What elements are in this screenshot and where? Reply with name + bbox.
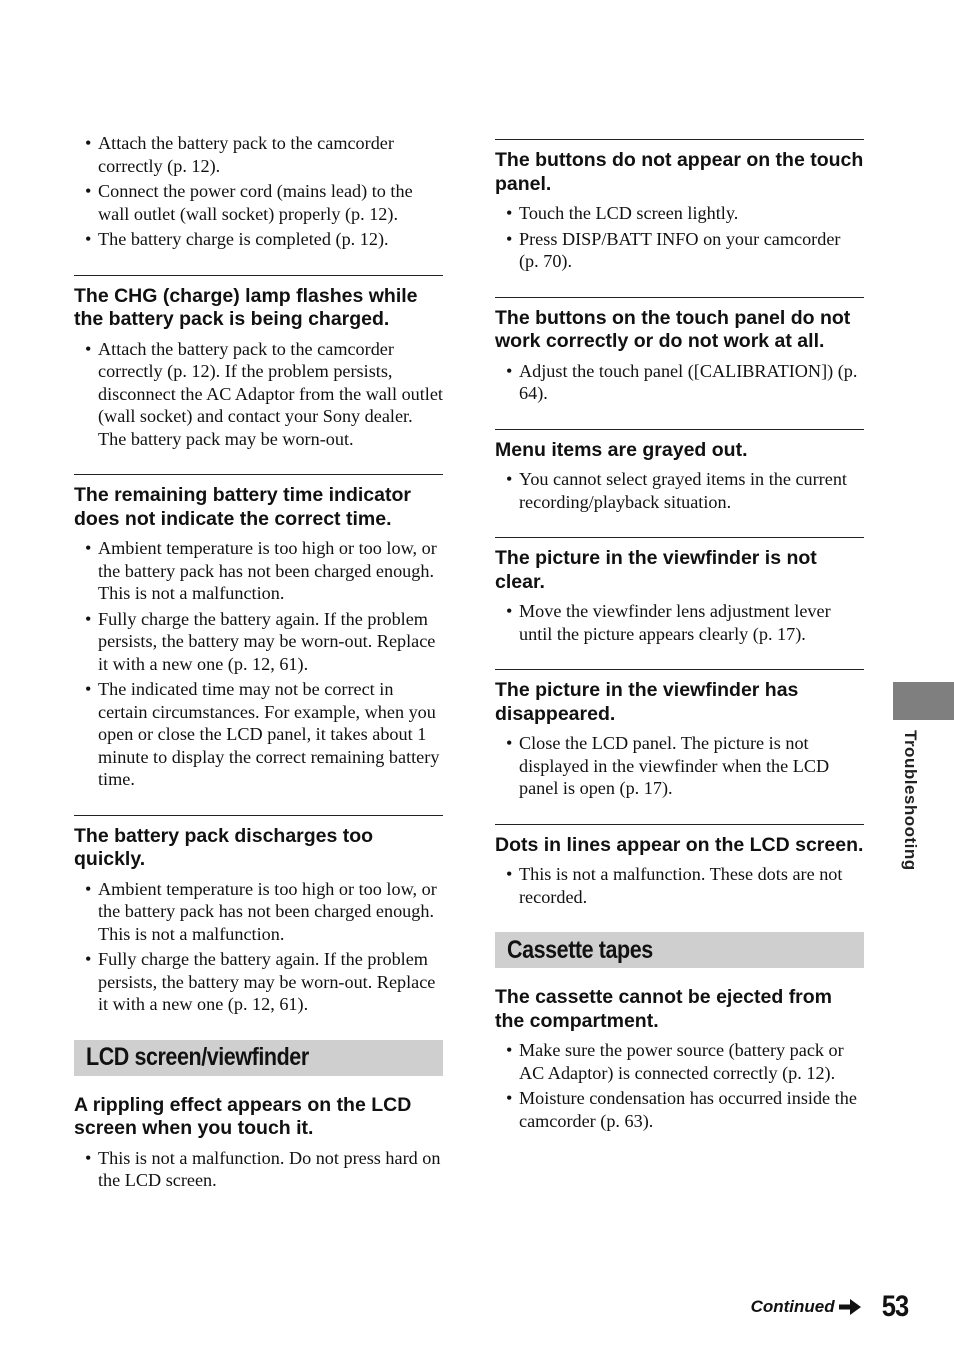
section-heading: The cassette cannot be ejected from the compartment. — [495, 986, 833, 1032]
category-title: Cassette tapes — [507, 935, 653, 964]
list-item: • Attach the battery pack to the camcorder correctly (p. 12). If the problem persists, disconnect the AC Adaptor from the wall outlet (wall socket) and contact your Sony dealer. The battery pack may be worn-out. — [74, 338, 443, 451]
list-item: • Adjust the touch panel ([CALIBRATION]) (p. 64). — [495, 360, 864, 405]
section-heading: Menu items are grayed out. — [495, 438, 748, 461]
list-item: • Fully charge the battery again. If the problem persists, the battery may be worn-out. Replace it with a new one (p. 12, 61). — [74, 608, 443, 676]
bullet-list — [74, 878, 443, 1016]
bullet-list — [495, 360, 864, 405]
bullet-list — [495, 863, 864, 908]
side-tab-label: Troubleshooting — [901, 730, 920, 871]
section-menu-grayed — [495, 429, 864, 514]
section-heading: The buttons on the touch panel do not work correctly or do not work at all. — [495, 306, 851, 352]
section-heading: The remaining battery time indicator does not indicate the correct time. — [74, 484, 411, 530]
bullet-list — [74, 537, 443, 791]
section-heading: The buttons do not appear on the touch panel. — [495, 149, 864, 195]
category-bar-cassette — [495, 932, 864, 968]
list-item: • Press DISP/BATT INFO on your camcorder (p. 70). — [495, 228, 864, 273]
list-item: • The indicated time may not be correct in certain circumstances. For example, when you open or close the LCD panel, it takes about 1 minute to display the correct remaining battery time. — [74, 678, 443, 791]
list-item: • Ambient temperature is too high or too low, or the battery pack has not been charged enough. This is not a malfunction. — [74, 537, 443, 605]
section-dots-in-lines — [495, 824, 864, 909]
section-battery-indicator — [74, 474, 443, 791]
bullet-list — [495, 468, 864, 513]
right-column — [495, 139, 864, 1156]
list-item: • Make sure the power source (battery pack or AC Adaptor) is connected correctly (p. 12). — [495, 1039, 864, 1084]
page-number: 53 — [881, 1290, 908, 1323]
list-item: • Moisture condensation has occurred inside the camcorder (p. 63). — [495, 1087, 864, 1132]
list-item: • The battery charge is completed (p. 12). — [74, 228, 443, 251]
section-viewfinder-not-clear — [495, 537, 864, 645]
bullet-list — [74, 132, 443, 251]
section-heading: The CHG (charge) lamp flashes while the battery pack is being charged. — [74, 284, 418, 330]
section-chg-lamp — [74, 275, 443, 451]
list-item: • Ambient temperature is too high or too low, or the battery pack has not been charged enough. This is not a malfunction. — [74, 878, 443, 946]
section-cassette-eject — [495, 986, 864, 1132]
section-buttons-not-work — [495, 297, 864, 405]
list-item: • This is not a malfunction. Do not press hard on the LCD screen. — [74, 1147, 443, 1192]
section-battery-discharge — [74, 815, 443, 1016]
bullet-list — [74, 338, 443, 451]
bullet-list — [495, 1039, 864, 1132]
section-rippling-effect — [74, 1094, 443, 1192]
section-viewfinder-disappeared — [495, 669, 864, 800]
section-heading: The battery pack discharges too quickly. — [74, 824, 374, 870]
section-buttons-not-appear — [495, 139, 864, 273]
list-item: • Close the LCD panel. The picture is not displayed in the viewfinder when the LCD panel is open (p. 17). — [495, 732, 864, 800]
section-heading: The picture in the viewfinder is not clear. — [495, 547, 817, 593]
bullet-list — [495, 732, 864, 800]
bullet-list — [495, 600, 864, 645]
intro-section — [74, 132, 443, 251]
category-title: LCD screen/viewfinder — [86, 1043, 309, 1071]
list-item: • Touch the LCD screen lightly. — [495, 202, 864, 225]
list-item: • Attach the battery pack to the camcorder correctly (p. 12). — [74, 132, 443, 177]
bullet-list — [495, 202, 864, 273]
list-item: • Move the viewfinder lens adjustment lever until the picture appears clearly (p. 17). — [495, 600, 864, 645]
left-column — [74, 132, 443, 1216]
continued-label: Continued — [750, 1297, 835, 1316]
page-footer — [751, 1290, 908, 1324]
section-heading: Dots in lines appear on the LCD screen. — [495, 833, 864, 856]
side-tab-marker — [893, 682, 954, 720]
category-bar-lcd — [74, 1040, 443, 1076]
list-item: • Connect the power cord (mains lead) to the wall outlet (wall socket) properly (p. 12). — [74, 180, 443, 225]
right-arrow-icon — [839, 1299, 861, 1315]
section-heading: The picture in the viewfinder has disappeared. — [495, 679, 799, 725]
section-heading: A rippling effect appears on the LCD screen when you touch it. — [74, 1093, 412, 1139]
list-item: • Fully charge the battery again. If the problem persists, the battery may be worn-out. Replace it with a new one (p. 12, 61). — [74, 948, 443, 1016]
list-item: • You cannot select grayed items in the current recording/playback situation. — [495, 468, 864, 513]
bullet-list — [74, 1147, 443, 1192]
list-item: • This is not a malfunction. These dots are not recorded. — [495, 863, 864, 908]
